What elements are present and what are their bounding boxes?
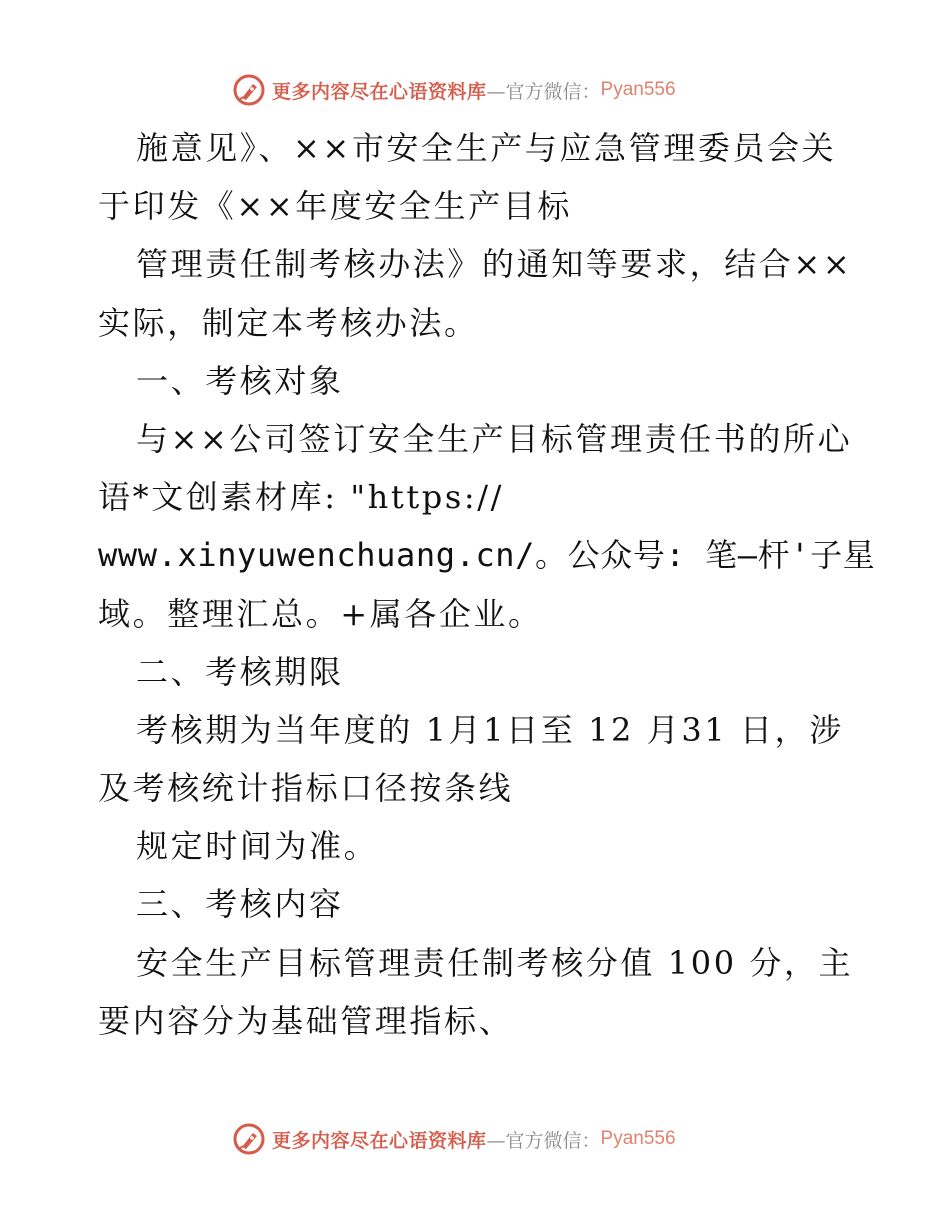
header-watermark-banner: [232, 72, 676, 108]
banner-wechat-id: Pyan556: [600, 79, 676, 100]
banner-brand: 更多内容尽在心语资料库: [272, 80, 487, 103]
footer-watermark-banner: [232, 1121, 676, 1157]
banner-brand: 更多内容尽在心语资料库: [272, 1129, 487, 1152]
paragraph-line: 考核期为当年度的 1月1日至 12 月31 日，涉: [136, 710, 844, 749]
banner-wechat-id: Pyan556: [600, 1128, 676, 1149]
paragraph-line: 施意见》、××市安全生产与应急管理委员会关: [136, 129, 837, 167]
paragraph-line: 域。整理汇总。+属各企业。: [98, 594, 543, 633]
paragraph-line: 语*文创素材库: "https://: [98, 478, 505, 517]
paragraph-line: 于印发《××年度安全生产目标: [98, 187, 573, 226]
paragraph-line: 与××公司签订安全生产目标管理责任书的所心: [136, 419, 853, 458]
paragraph-line-url: www.xinyuwenchuang.cn/。公众号: 笔—杆'子星: [98, 536, 876, 575]
section-heading: 一、考核对象: [136, 361, 344, 400]
banner-tagline: —官方微信：: [486, 1129, 601, 1152]
paragraph-line: 实际，制定本考核办法。: [98, 303, 479, 342]
pen-nib-circle-icon: [232, 73, 266, 107]
pen-nib-circle-icon: [232, 1122, 266, 1156]
section-heading: 二、考核期限: [136, 652, 344, 691]
paragraph-line: 要内容分为基础管理指标、: [98, 1001, 514, 1040]
paragraph-line: 规定时间为准。: [136, 827, 379, 866]
paragraph-line: 安全生产目标管理责任制考核分值 100 分，主: [136, 943, 854, 982]
paragraph-line: 及考核统计指标口径按条线: [98, 769, 514, 808]
section-heading: 三、考核内容: [136, 885, 344, 924]
banner-tagline: —官方微信：: [486, 80, 601, 103]
document-body: [98, 119, 876, 1050]
paragraph-line: 管理责任制考核办法》的通知等要求，结合××: [136, 245, 853, 284]
